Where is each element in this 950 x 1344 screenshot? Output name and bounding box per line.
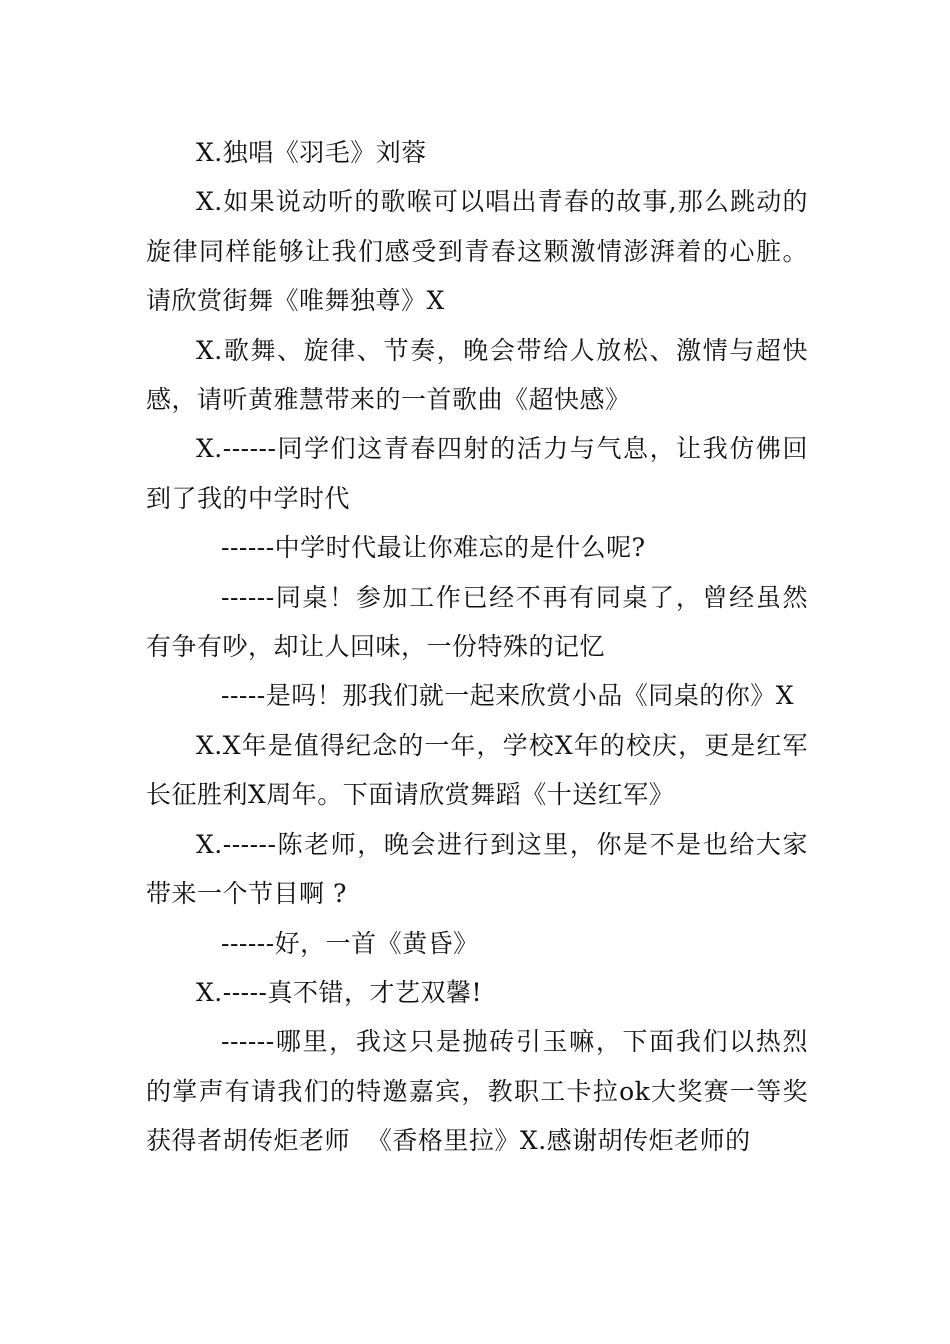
paragraph-talent-praise: X.-----真不错，才艺双馨!: [196, 977, 483, 1007]
paragraph-street-dance: X.如果说动听的歌喉可以唱出青春的故事,那么跳动的旋律同样能够让我们感受到青春这颗激情澎湃着的心脏。请欣赏街舞《唯舞独尊》X: [146, 187, 808, 316]
paragraph-middle-school-question: ------中学时代最让你难忘的是什么呢?: [221, 533, 646, 563]
paragraph-dusk-song: ------好，一首《黄昏》: [221, 928, 479, 958]
document-body: [146, 128, 808, 1166]
paragraph-deskmate-memory: ------同桌！参加工作已经不再有同桌了，曾经虽然有争有吵，却让人回味，一份特殊的记忆: [146, 582, 808, 662]
paragraph-deskmate-sketch: -----是吗！那我们就一起来欣赏小品《同桌的你》X: [221, 681, 795, 711]
paragraph-youth-vitality: X.------同学们这青春四射的活力与气息，让我仿佛回到了我的中学时代: [146, 434, 808, 513]
paragraph-red-army-dance: X.X年是值得纪念的一年，学校X年的校庆，更是红军长征胜利X周年。下面请欣赏舞蹈《十送红军》: [146, 730, 808, 810]
paragraph-super-feeling-song: X.歌舞、旋律、节奏，晚会带给人放松、激情与超快感，请听黄雅慧带来的一首歌曲《超快感》: [146, 335, 808, 415]
paragraph-solo-song: X.独唱《羽毛》刘蓉: [196, 138, 427, 167]
paragraph-teacher-chen: X.------陈老师，晚会进行到这里，你是不是也给大家带来一个节目啊 ?: [146, 829, 808, 909]
paragraph-special-guest: ------哪里，我这只是抛砖引玉嘛，下面我们以热烈的掌声有请我们的特邀嘉宾，教职工卡拉ok大奖赛一等奖获得者胡传炬老师 《香格里拉》X.感谢胡传炬老师的: [146, 1027, 808, 1156]
